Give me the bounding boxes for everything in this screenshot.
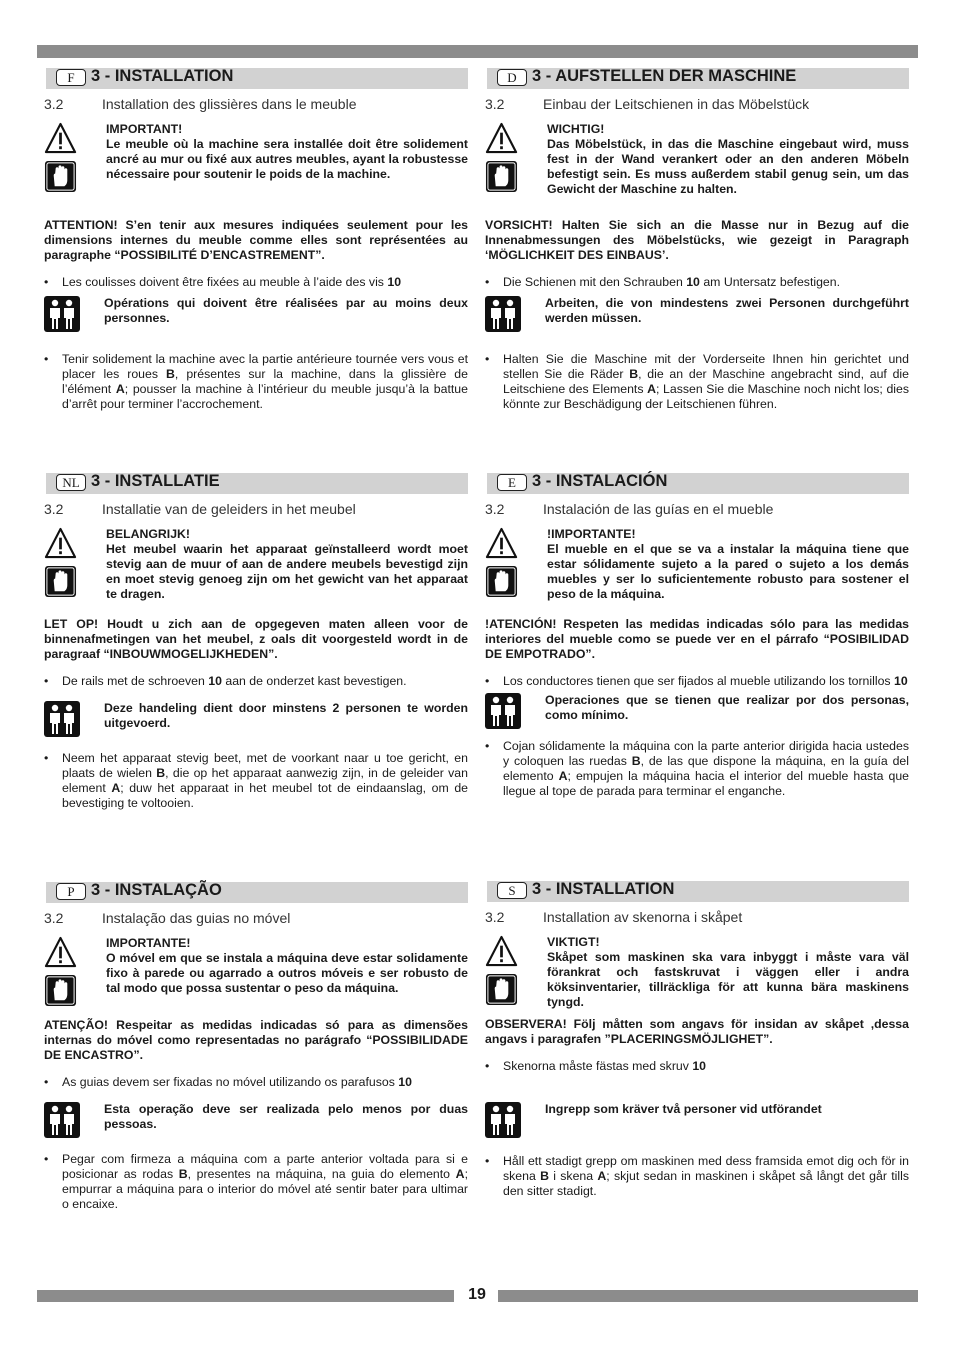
two-persons-text: Deze handeling dient door minstens 2 personen te worden uitgevoerd.	[104, 701, 468, 730]
bullet-fix-rails: • Les coulisses doivent être fixées au meuble à l’aide des vis 10	[44, 275, 468, 290]
warning-triangle-icon	[44, 527, 77, 560]
bullet-fix-rails: • As guias devem ser fixadas no móvel utilizando os parafusos 10	[44, 1075, 468, 1090]
warning-block	[485, 122, 909, 198]
section-header	[485, 473, 909, 494]
section-title: 3 - AUFSTELLEN DER MASCHINE	[532, 67, 797, 85]
subsection-heading: 3.2 Instalación de las guías en el mueble	[485, 501, 774, 517]
two-persons-icon	[44, 701, 80, 737]
bullet-insert-machine: • Håll ett stadigt grepp om maskinen med dess framsida emot dig och för in skena B i skena A; skjut sedan in maskinen i skåpet så långt det går tills den sitter stadigt.	[485, 1154, 909, 1199]
warning-block	[485, 935, 909, 1011]
hand-stop-icon	[44, 565, 77, 598]
section-fr	[44, 68, 468, 412]
section-title: 3 - INSTALLATION	[532, 880, 675, 898]
hand-stop-icon	[485, 565, 518, 598]
warning-triangle-icon	[485, 527, 518, 560]
section-nl	[44, 473, 468, 811]
subsection-heading: 3.2 Installatie van de geleiders in het meubel	[44, 501, 356, 517]
warning-title: WICHTIG!	[547, 122, 605, 136]
hand-stop-icon	[485, 160, 518, 193]
two-persons-text: Operaciones que se tienen que realizar por dos personas, como mínimo.	[545, 693, 909, 722]
warning-block	[44, 936, 468, 1012]
warning-title: IMPORTANTE!	[106, 936, 191, 950]
attention-note: !ATENCIÓN! Respeten las medidas indicadas sólo para las medidas interiores del mueble como se puede ver en el párrafo “POSIBILIDAD DE EMPOTRADO”.	[485, 617, 909, 661]
warning-text: O móvel em que se instala a máquina deve estar solidamente fixo à parede ou agarrado a outros móveis e ser robusto de tal modo que possa sustentar o peso da máquina.	[106, 951, 468, 995]
two-persons-block	[44, 1102, 468, 1144]
bullet-fix-rails: • Skenorna måste fästas med skruv 10	[485, 1059, 909, 1074]
subsection-heading: 3.2 Instalação das guias no móvel	[44, 910, 291, 926]
warning-triangle-icon	[44, 122, 77, 155]
section-de	[485, 68, 909, 412]
hand-stop-icon	[44, 974, 77, 1007]
bullet-fix-rails: • Los conductores tienen que ser fijados al mueble utilizando los tornillos 10	[485, 674, 909, 689]
section-title: 3 - INSTALACIÓN	[532, 472, 668, 490]
warning-triangle-icon	[485, 935, 518, 968]
section-title: 3 - INSTALLATIE	[91, 472, 220, 490]
footer-rule-right	[498, 1290, 918, 1302]
language-flag: S	[497, 882, 527, 899]
two-persons-icon	[485, 296, 521, 332]
warning-triangle-icon	[44, 936, 77, 969]
two-persons-icon	[485, 693, 521, 729]
subsection-heading: 3.2 Installation av skenorna i skåpet	[485, 909, 743, 925]
warning-title: BELANGRIJK!	[106, 527, 191, 541]
two-persons-block	[44, 701, 468, 743]
two-persons-text: Opérations qui doivent être réalisées par au moins deux personnes.	[104, 296, 468, 325]
bullet-fix-rails: • Die Schienen mit den Schrauben 10 am Untersatz befestigen.	[485, 275, 909, 290]
attention-note: ATTENTION! S’en tenir aux mesures indiquées seulement pour les dimensions internes du meuble comme elles sont représentées au paragraphe “POSSIBILITÉ D’ENCASTREMENT”.	[44, 218, 468, 262]
section-header	[485, 881, 909, 902]
hand-stop-icon	[44, 160, 77, 193]
hand-stop-icon	[485, 973, 518, 1006]
section-header	[44, 68, 468, 89]
language-flag: NL	[56, 474, 86, 491]
attention-note: LET OP! Houdt u zich aan de opgegeven maten alleen voor de binnenafmetingen van het meubel, z oals dit voorgesteld wordt in de paragraaf “INBOUWMOGELIJKHEDEN”.	[44, 617, 468, 661]
subsection-heading: 3.2 Installation des glissières dans le meuble	[44, 96, 357, 112]
warning-text: Das Möbelstück, in das die Maschine eingebaut wird, muss fest in der Wand verankert oder an den anderen Möbeln befestigt sein. Es muss außerdem stabil genug sein, um das Gewicht der Maschine zu halten.	[547, 137, 909, 196]
footer-rule-left	[37, 1290, 454, 1302]
section-title: 3 - INSTALLATION	[91, 67, 234, 85]
two-persons-block	[485, 693, 909, 735]
warning-title: IMPORTANT!	[106, 122, 183, 136]
bullet-insert-machine: • Pegar com firmeza a máquina com a parte anterior voltada para si e posicionar as rodas B, presentes na máquina, na guia do elemento A; empurrar a máquina para o interior do móvel até sentir bater para ultimar o encaixe.	[44, 1152, 468, 1212]
two-persons-block	[485, 296, 909, 338]
section-title: 3 - INSTALAÇÃO	[91, 881, 222, 899]
language-flag: F	[56, 69, 86, 86]
bullet-insert-machine: • Cojan sólidamente la máquina con la parte anterior dirigida hacia ustedes y coloquen las ruedas B, de las que dispone la máquina, en la guía del elemento A; empujen la máquina hacia el interior del mueble hasta que llegue al tope de parada para terminar el enganche.	[485, 739, 909, 799]
top-rule	[37, 45, 918, 58]
two-persons-block	[485, 1102, 909, 1144]
two-persons-text: Esta operação deve ser realizada pelo menos por duas pessoas.	[104, 1102, 468, 1131]
page-number: 19	[468, 1286, 486, 1303]
warning-text: Le meuble où la machine sera installée doit être solidement ancré au mur ou fixé aux autres meubles, ayant la robustesse nécessaire pour soutenir le poids de la machine.	[106, 137, 468, 181]
section-header	[44, 882, 468, 903]
warning-title: !IMPORTANTE!	[547, 527, 636, 541]
section-sv	[485, 881, 909, 1199]
warning-title: VIKTIGT!	[547, 935, 600, 949]
section-es	[485, 473, 909, 799]
section-header	[44, 473, 468, 494]
language-flag: D	[497, 69, 527, 86]
subsection-heading: 3.2 Einbau der Leitschienen in das Möbelstück	[485, 96, 810, 112]
warning-block	[44, 122, 468, 198]
bullet-insert-machine: • Halten Sie die Maschine mit der Vorderseite Ihnen hin gerichtet und stellen Sie die Räder B, die an der Maschine angebracht sind, auf die Leitschiene des Elements A; Lassen Sie die Maschine noch nicht los; dies könnte zur Beschädigung der Leitschienen führen.	[485, 352, 909, 412]
bullet-insert-machine: • Neem het apparaat stevig beet, met de voorkant naar u toe gericht, en plaats de wielen B, die op het apparaat aanwezig zijn, in de geleider van element A; duw het apparaat in het meubel tot de eindaanslag, om de bevestiging te voltooien.	[44, 751, 468, 811]
two-persons-icon	[44, 296, 80, 332]
two-persons-block	[44, 296, 468, 338]
language-flag: E	[497, 474, 527, 491]
language-flag: P	[56, 883, 86, 900]
warning-text: Skåpet som maskinen ska vara inbyggt i måste vara väl förankrat och fastskruvat i väggen eller i andra köksinventarier, tillräckliga för att kunna bära maskinens tyngd.	[547, 950, 909, 1009]
two-persons-icon	[485, 1102, 521, 1138]
warning-block	[44, 527, 468, 603]
two-persons-icon	[44, 1102, 80, 1138]
attention-note: VORSICHT! Halten Sie sich an die Masse nur in Bezug auf die Innenabmessungen des Möbelstücks, wie gezeigt in Paragraph ‘MÖGLICHKEIT DES EINBAUS’.	[485, 218, 909, 262]
bullet-fix-rails: • De rails met de schroeven 10 aan de onderzet kast bevestigen.	[44, 674, 468, 689]
warning-triangle-icon	[485, 122, 518, 155]
two-persons-text: Arbeiten, die von mindestens zwei Personen durchgeführt werden müssen.	[545, 296, 909, 325]
bullet-insert-machine: • Tenir solidement la machine avec la partie antérieure tournée vers vous et placer les roues B, présentes sur la machine, dans la glissière de l’élément A; pousser la machine à l’intérieur du meuble jusqu’à la battue d’arrêt pour terminer l’accrochement.	[44, 352, 468, 412]
attention-note: ATENÇÃO! Respeitar as medidas indicadas só para as dimensões internas do móvel como representadas no parágrafo “POSSIBILIDADE DE ENCASTRO”.	[44, 1018, 468, 1062]
warning-block	[485, 527, 909, 603]
section-pt	[44, 882, 468, 1212]
warning-text: El mueble en el que se va a instalar la máquina tiene que estar sólidamente sujeto a la pared o sujeto a los demás muebles y ser lo suficientemente robusto para sostener el peso de la máquina.	[547, 542, 909, 601]
warning-text: Het meubel waarin het apparaat geïnstalleerd wordt moet stevig aan de muur of aan de andere meubels bevestigd zijn en moet stevig genoeg zijn om het gewicht van het apparaat te dragen.	[106, 542, 468, 601]
attention-note: OBSERVERA! Följ måtten som angavs för insidan av skåpet ,dessa angavs i paragrafen ”PLACERINGSMÖJLIGHET”.	[485, 1017, 909, 1046]
section-header	[485, 68, 909, 89]
two-persons-text: Ingrepp som kräver två personer vid utförandet	[545, 1102, 822, 1116]
